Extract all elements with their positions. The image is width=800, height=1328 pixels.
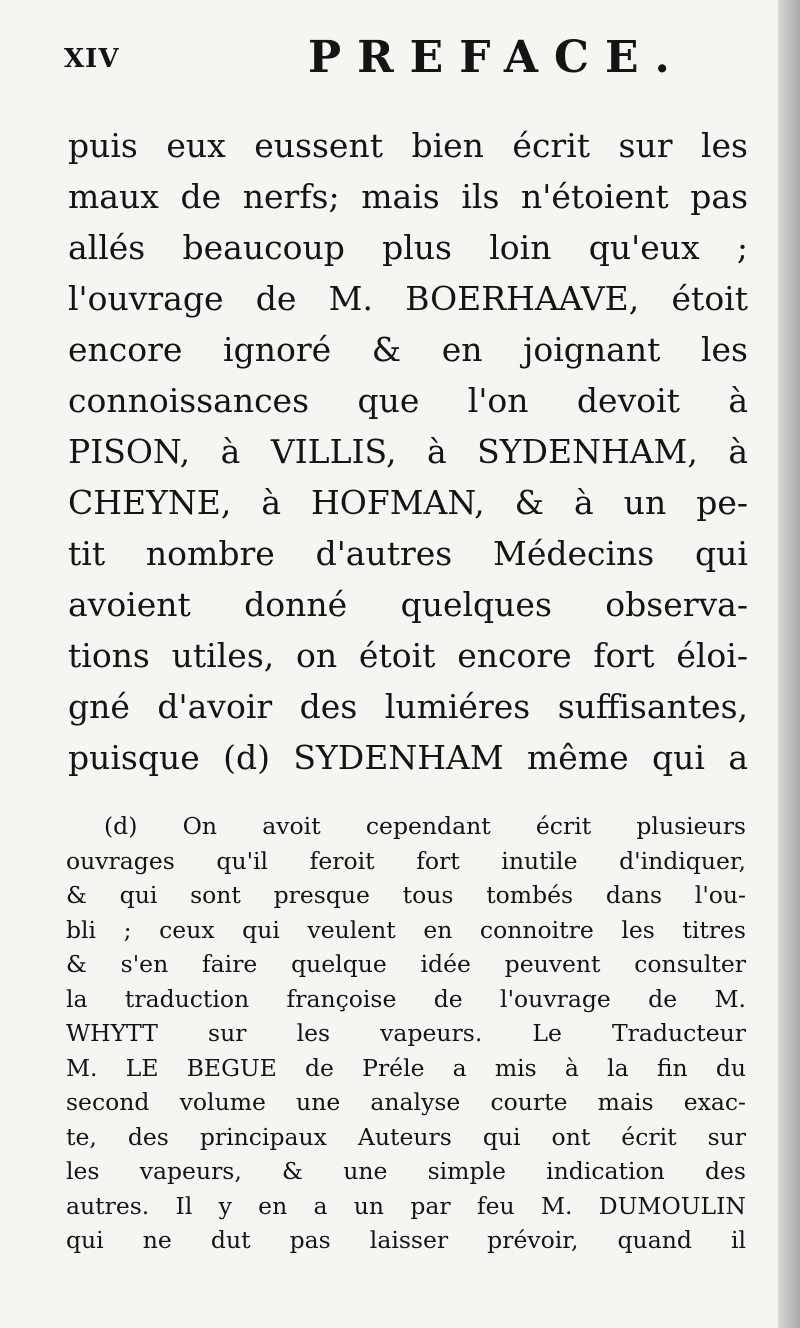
footnote-line: & qui sont presque tous tombés dans l'ou- — [66, 881, 746, 909]
footnote-line: M. LE BEGUE de Préle a mis à la fin du — [66, 1053, 746, 1082]
text-line: connoissances que l'on devoit à — [68, 381, 748, 420]
running-head: PREFACE. — [308, 32, 686, 83]
text-line: CHEYNE, à HOFMAN, & à un pe- — [68, 483, 748, 522]
footnote-line: ouvrages qu'il feroit fort inutile d'indiquer, — [66, 846, 746, 875]
footnote-line: autres. Il y en a un par feu M. DUMOULIN — [66, 1191, 746, 1220]
footnote-line: la traduction françoise de l'ouvrage de M. — [66, 984, 746, 1013]
text-line: tions utiles, on étoit encore fort éloi- — [68, 636, 748, 675]
text-line: puisque (d) SYDENHAM même qui a — [68, 738, 748, 777]
text-line: gné d'avoir des lumiéres suffisantes, — [68, 687, 748, 726]
page-number: XIV — [64, 44, 120, 74]
main-text — [68, 124, 748, 787]
footnote-line: WHYTT sur les vapeurs. Le Traducteur — [66, 1019, 746, 1047]
text-line: maux de nerfs; mais ils n'étoient pas — [68, 177, 748, 216]
footnote-line: second volume une analyse courte mais exac- — [66, 1088, 746, 1116]
footnote-line: (d) On avoit cependant écrit plusieurs — [104, 812, 746, 840]
text-line: puis eux eussent bien écrit sur les — [68, 126, 748, 165]
footnote-line: les vapeurs, & une simple indication des — [66, 1157, 746, 1185]
text-line: avoient donné quelques observa- — [68, 585, 748, 624]
footnote-line: te, des principaux Auteurs qui ont écrit sur — [66, 1122, 746, 1151]
footnote-line: & s'en faire quelque idée peuvent consulter — [66, 950, 746, 978]
footnote-line: bli ; ceux qui veulent en connoitre les titres — [66, 915, 746, 944]
text-line: encore ignoré & en joignant les — [68, 330, 748, 369]
footnote — [66, 810, 746, 1259]
text-line: tit nombre d'autres Médecins qui — [68, 534, 748, 573]
text-line: PISON, à VILLIS, à SYDENHAM, à — [68, 432, 748, 471]
footnote-line: qui ne dut pas laisser prévoir, quand il — [66, 1226, 746, 1254]
text-line: allés beaucoup plus loin qu'eux ; — [68, 228, 748, 267]
page-header — [64, 32, 744, 84]
text-line: l'ouvrage de M. BOERHAAVE, étoit — [68, 279, 748, 318]
page-edge-shadow — [778, 0, 800, 1328]
